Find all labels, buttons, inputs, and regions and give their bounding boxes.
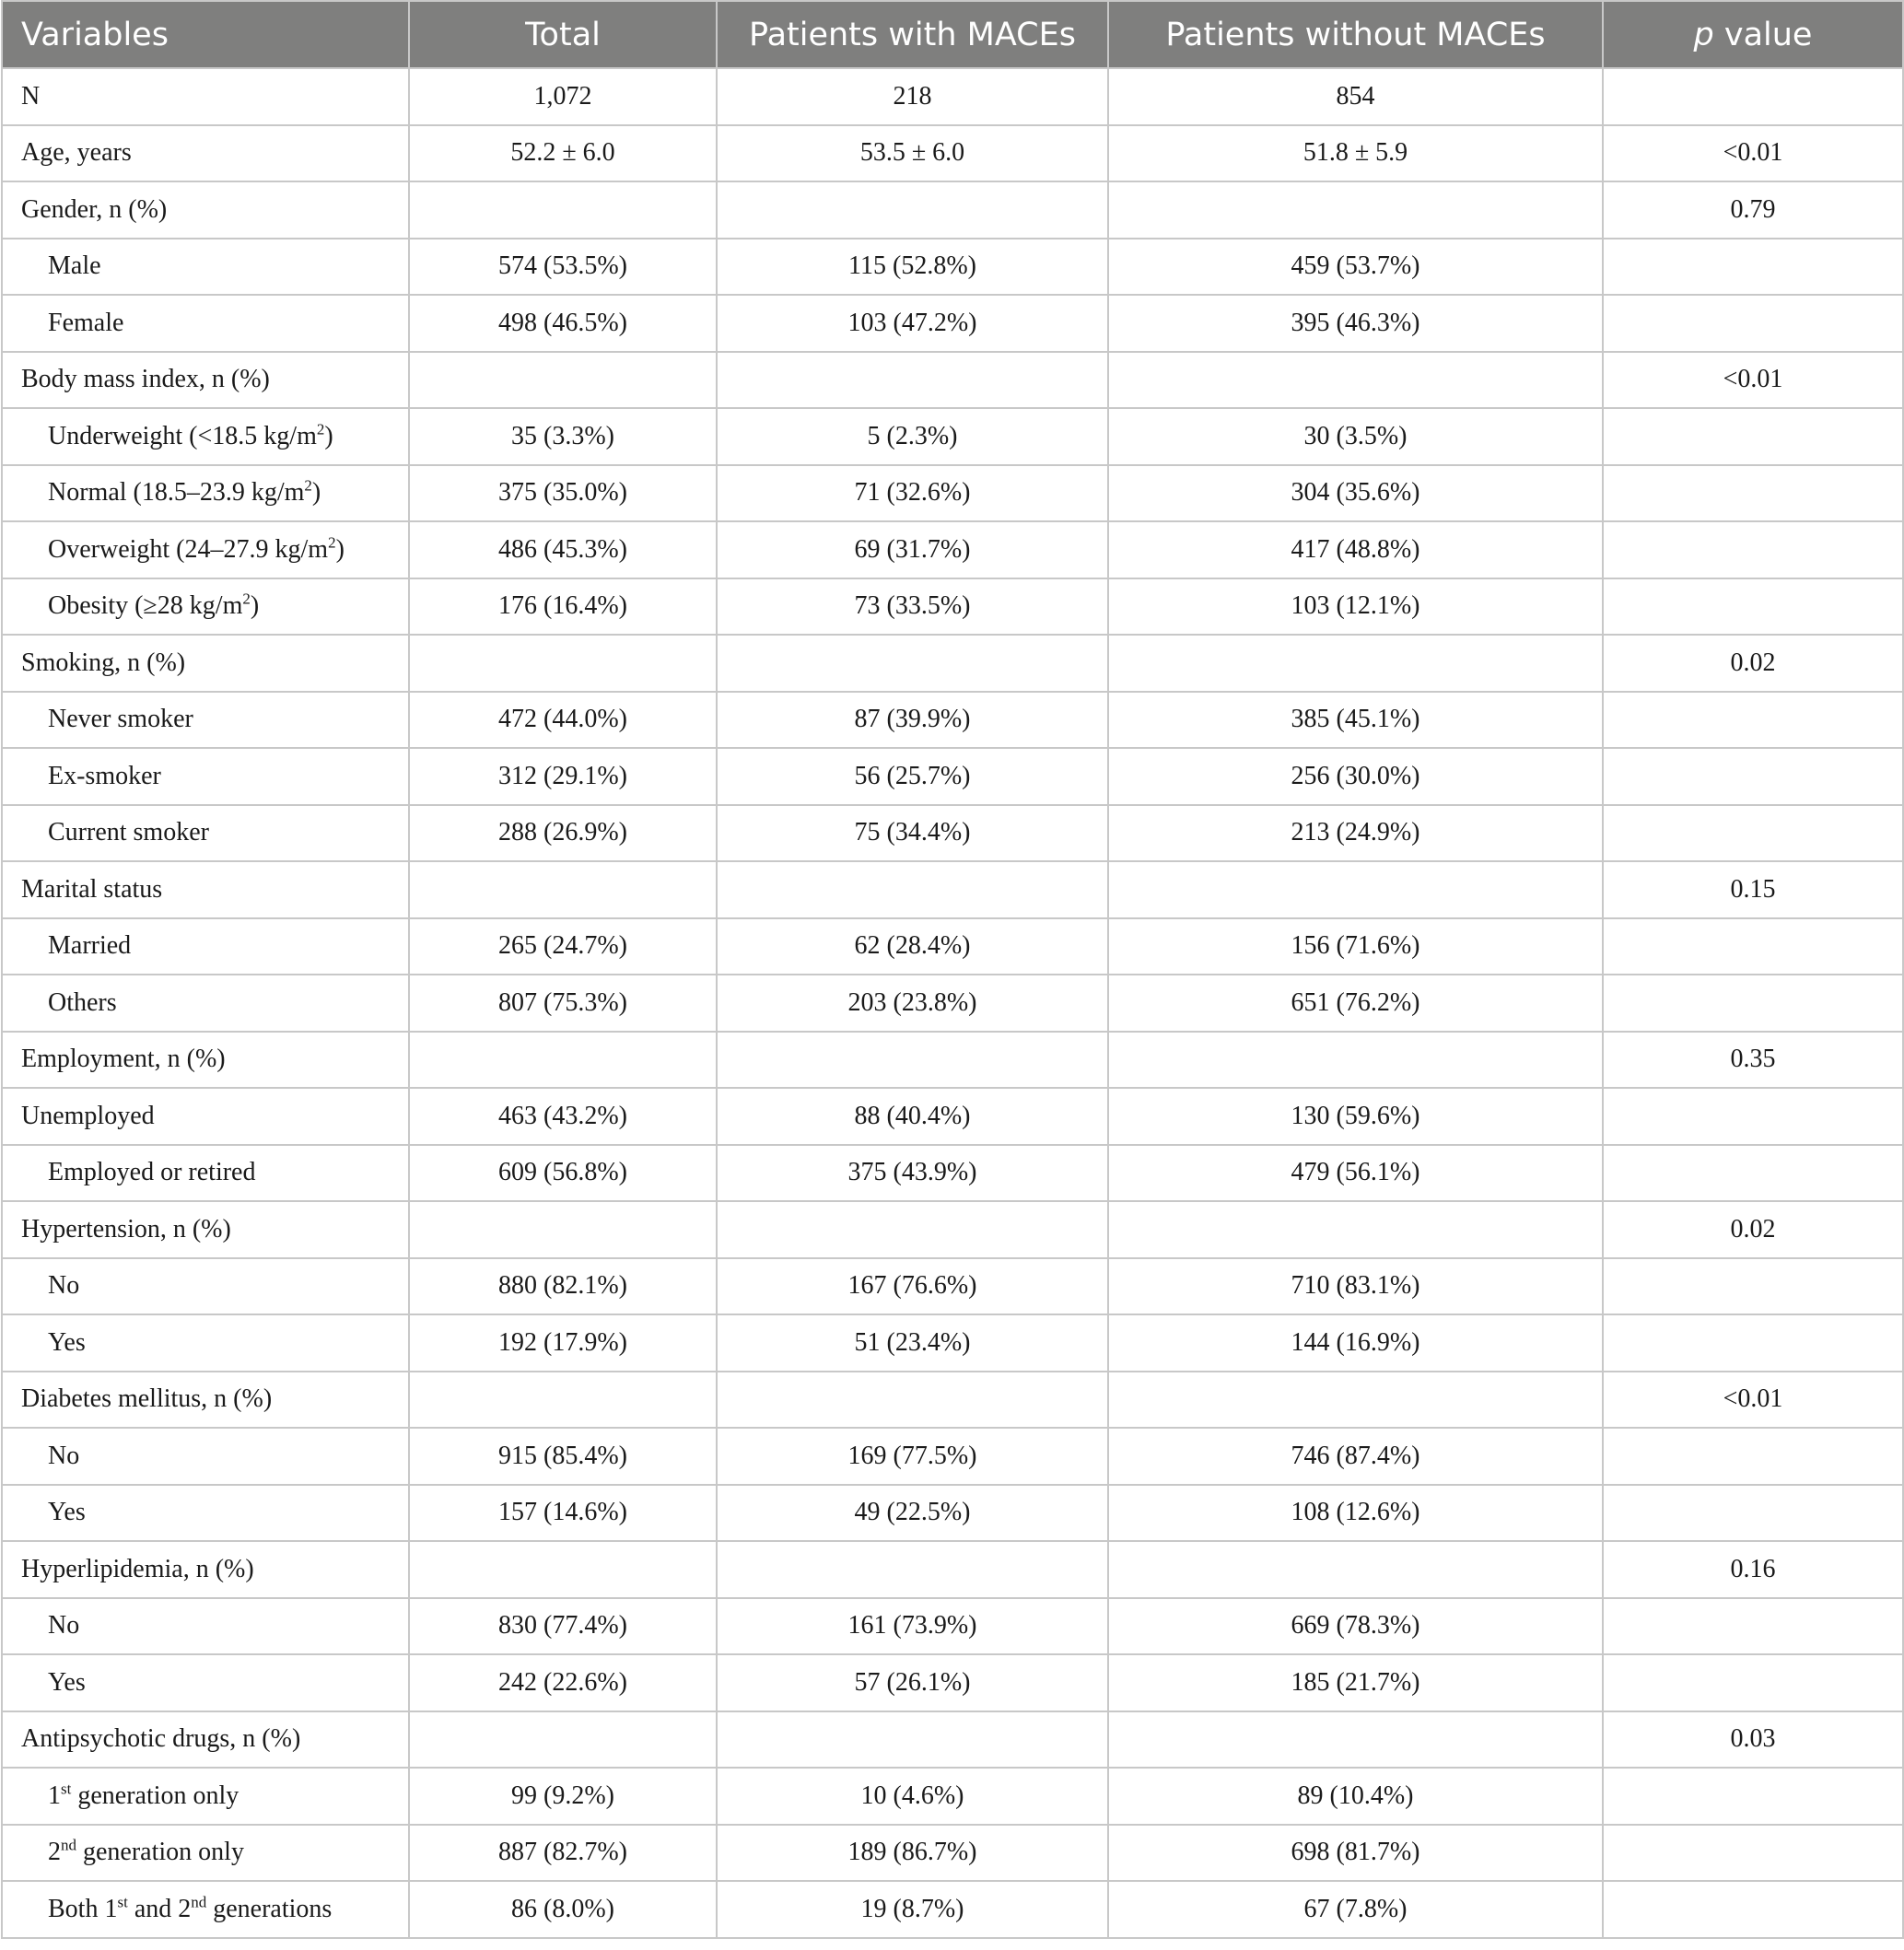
cell-total: 375 (35.0%): [409, 465, 717, 522]
cell-p-value: [1603, 1825, 1903, 1882]
cell-with-maces: 56 (25.7%): [717, 748, 1108, 805]
table-row: [2, 1258, 1903, 1315]
header-without-maces: Patients without MACEs: [1108, 1, 1603, 68]
cell-with-maces: 189 (86.7%): [717, 1825, 1108, 1882]
cell-p-value: [1603, 1314, 1903, 1372]
table-row: [2, 521, 1903, 578]
cell-total: [409, 1201, 717, 1258]
row-label: Body mass index, n (%): [2, 352, 409, 409]
label-text: Obesity (≥28 kg/m: [48, 591, 243, 621]
row-label: Gender, n (%): [2, 181, 409, 239]
header-p-italic: p: [1693, 16, 1714, 53]
cell-total: 472 (44.0%): [409, 692, 717, 749]
row-label: Antipsychotic drugs, n (%): [2, 1711, 409, 1769]
cell-p-value: [1603, 1598, 1903, 1655]
cell-without-maces: [1108, 1711, 1603, 1769]
cell-without-maces: [1108, 1201, 1603, 1258]
cell-p-value: 0.02: [1603, 1201, 1903, 1258]
cell-with-maces: 53.5 ± 6.0: [717, 125, 1108, 182]
row-label: Hyperlipidemia, n (%): [2, 1541, 409, 1598]
label-text: ): [311, 478, 321, 508]
cell-without-maces: [1108, 861, 1603, 918]
cell-with-maces: [717, 1032, 1108, 1089]
cell-with-maces: 51 (23.4%): [717, 1314, 1108, 1372]
header-total: Total: [409, 1, 717, 68]
cell-with-maces: 169 (77.5%): [717, 1428, 1108, 1485]
label-superscript: 2: [242, 590, 251, 608]
table-row: [2, 408, 1903, 465]
cell-total: 498 (46.5%): [409, 295, 717, 352]
cell-p-value: [1603, 1428, 1903, 1485]
label-text: 1: [48, 1781, 61, 1810]
table-row: [2, 1201, 1903, 1258]
cell-p-value: [1603, 578, 1903, 636]
cell-with-maces: 57 (26.1%): [717, 1654, 1108, 1711]
row-label: No: [2, 1258, 409, 1315]
cell-total: 830 (77.4%): [409, 1598, 717, 1655]
row-label: Female: [2, 295, 409, 352]
cell-p-value: [1603, 748, 1903, 805]
row-label: Never smoker: [2, 692, 409, 749]
table-row: [2, 1372, 1903, 1429]
cell-with-maces: [717, 1711, 1108, 1769]
cell-total: 288 (26.9%): [409, 805, 717, 862]
table-body: [2, 68, 1903, 1938]
cell-without-maces: 417 (48.8%): [1108, 521, 1603, 578]
cell-with-maces: [717, 635, 1108, 692]
row-label: Male: [2, 239, 409, 296]
cell-without-maces: [1108, 1372, 1603, 1429]
cell-with-maces: [717, 352, 1108, 409]
table-row: [2, 1881, 1903, 1938]
cell-p-value: [1603, 1145, 1903, 1202]
cell-total: 915 (85.4%): [409, 1428, 717, 1485]
cell-total: 99 (9.2%): [409, 1768, 717, 1825]
row-label: [2, 408, 409, 465]
cell-p-value: 0.16: [1603, 1541, 1903, 1598]
cell-p-value: [1603, 692, 1903, 749]
header-p-value: [1603, 1, 1903, 68]
cell-total: 312 (29.1%): [409, 748, 717, 805]
cell-with-maces: 62 (28.4%): [717, 918, 1108, 975]
row-label: Employment, n (%): [2, 1032, 409, 1089]
table-row: [2, 1768, 1903, 1825]
table-row: [2, 918, 1903, 975]
row-label: Diabetes mellitus, n (%): [2, 1372, 409, 1429]
cell-without-maces: 256 (30.0%): [1108, 748, 1603, 805]
table-row: [2, 1145, 1903, 1202]
cell-without-maces: 669 (78.3%): [1108, 1598, 1603, 1655]
cell-without-maces: 130 (59.6%): [1108, 1088, 1603, 1145]
cell-without-maces: 67 (7.8%): [1108, 1881, 1603, 1938]
table-row: [2, 692, 1903, 749]
row-label: Yes: [2, 1485, 409, 1542]
cell-with-maces: 88 (40.4%): [717, 1088, 1108, 1145]
cell-with-maces: [717, 1372, 1108, 1429]
row-label: No: [2, 1428, 409, 1485]
cell-p-value: [1603, 521, 1903, 578]
cell-with-maces: 218: [717, 68, 1108, 125]
cell-p-value: [1603, 1654, 1903, 1711]
cell-without-maces: 854: [1108, 68, 1603, 125]
cell-without-maces: 459 (53.7%): [1108, 239, 1603, 296]
label-text: ): [250, 591, 260, 621]
row-label: Others: [2, 975, 409, 1032]
table-row: [2, 1485, 1903, 1542]
row-label: [2, 465, 409, 522]
cell-total: 463 (43.2%): [409, 1088, 717, 1145]
label-text: Overweight (24–27.9 kg/m: [48, 534, 329, 564]
label-text: Both 1: [48, 1894, 118, 1923]
cell-total: 35 (3.3%): [409, 408, 717, 465]
table-row: [2, 635, 1903, 692]
cell-total: 242 (22.6%): [409, 1654, 717, 1711]
row-label: No: [2, 1598, 409, 1655]
header-variables: Variables: [2, 1, 409, 68]
cell-with-maces: 161 (73.9%): [717, 1598, 1108, 1655]
row-label: Smoking, n (%): [2, 635, 409, 692]
cell-without-maces: 385 (45.1%): [1108, 692, 1603, 749]
cell-total: 609 (56.8%): [409, 1145, 717, 1202]
cell-total: [409, 635, 717, 692]
cell-with-maces: 87 (39.9%): [717, 692, 1108, 749]
cell-total: [409, 861, 717, 918]
cell-p-value: [1603, 465, 1903, 522]
cell-with-maces: 73 (33.5%): [717, 578, 1108, 636]
cell-total: 176 (16.4%): [409, 578, 717, 636]
label-superscript: 2: [304, 476, 312, 495]
cell-with-maces: [717, 1201, 1108, 1258]
cell-with-maces: 10 (4.6%): [717, 1768, 1108, 1825]
table-row: [2, 1088, 1903, 1145]
cell-total: 807 (75.3%): [409, 975, 717, 1032]
cell-with-maces: 71 (32.6%): [717, 465, 1108, 522]
table-row: [2, 1598, 1903, 1655]
table-row: [2, 1711, 1903, 1769]
cell-with-maces: [717, 861, 1108, 918]
cell-with-maces: [717, 181, 1108, 239]
cell-without-maces: [1108, 352, 1603, 409]
cell-without-maces: 144 (16.9%): [1108, 1314, 1603, 1372]
cell-p-value: [1603, 408, 1903, 465]
cell-p-value: [1603, 295, 1903, 352]
cell-without-maces: 304 (35.6%): [1108, 465, 1603, 522]
cell-total: 574 (53.5%): [409, 239, 717, 296]
row-label: [2, 1881, 409, 1938]
cell-p-value: 0.02: [1603, 635, 1903, 692]
row-label: Yes: [2, 1654, 409, 1711]
table-row: [2, 1654, 1903, 1711]
label-superscript: 2: [328, 533, 336, 552]
label-superscript: 2: [316, 420, 325, 438]
table-row: [2, 1825, 1903, 1882]
cell-without-maces: 30 (3.5%): [1108, 408, 1603, 465]
cell-total: 265 (24.7%): [409, 918, 717, 975]
cell-total: [409, 1541, 717, 1598]
cell-total: 52.2 ± 6.0: [409, 125, 717, 182]
cell-total: 486 (45.3%): [409, 521, 717, 578]
table-row: [2, 578, 1903, 636]
cell-p-value: [1603, 805, 1903, 862]
cell-without-maces: 89 (10.4%): [1108, 1768, 1603, 1825]
cell-total: [409, 181, 717, 239]
label-text: generations: [206, 1894, 333, 1923]
cell-p-value: 0.15: [1603, 861, 1903, 918]
table-row: [2, 295, 1903, 352]
row-label: [2, 1768, 409, 1825]
label-text: Normal (18.5–23.9 kg/m: [48, 478, 305, 508]
cell-total: 157 (14.6%): [409, 1485, 717, 1542]
row-label: Employed or retired: [2, 1145, 409, 1202]
label-text: generation only: [71, 1781, 239, 1810]
cell-p-value: [1603, 1768, 1903, 1825]
table-row: [2, 748, 1903, 805]
table-row: [2, 239, 1903, 296]
table-row: [2, 1314, 1903, 1372]
table-row: [2, 68, 1903, 125]
row-label: Married: [2, 918, 409, 975]
header-p-rest: value: [1713, 16, 1813, 53]
table-row: [2, 1541, 1903, 1598]
row-label: Age, years: [2, 125, 409, 182]
table-row: [2, 125, 1903, 182]
table-row: [2, 181, 1903, 239]
cell-p-value: 0.35: [1603, 1032, 1903, 1089]
cell-total: [409, 1711, 717, 1769]
table-header: [2, 1, 1903, 68]
table-row: [2, 805, 1903, 862]
label-text: Underweight (<18.5 kg/m: [48, 421, 317, 450]
cell-total: 887 (82.7%): [409, 1825, 717, 1882]
row-label: [2, 578, 409, 636]
cell-total: 86 (8.0%): [409, 1881, 717, 1938]
cell-total: 1,072: [409, 68, 717, 125]
cell-without-maces: 479 (56.1%): [1108, 1145, 1603, 1202]
cell-without-maces: 698 (81.7%): [1108, 1825, 1603, 1882]
cell-p-value: [1603, 1258, 1903, 1315]
table-row: [2, 861, 1903, 918]
label-text: ): [324, 421, 333, 450]
header-row: [2, 1, 1903, 68]
label-superscript: nd: [191, 1893, 207, 1911]
cell-p-value: <0.01: [1603, 125, 1903, 182]
cell-with-maces: 5 (2.3%): [717, 408, 1108, 465]
cell-total: 192 (17.9%): [409, 1314, 717, 1372]
row-label: [2, 1825, 409, 1882]
cell-with-maces: 19 (8.7%): [717, 1881, 1108, 1938]
table-row: [2, 465, 1903, 522]
cell-p-value: [1603, 68, 1903, 125]
row-label: Current smoker: [2, 805, 409, 862]
label-text: 2: [48, 1838, 61, 1867]
cell-without-maces: [1108, 1032, 1603, 1089]
cell-total: [409, 1032, 717, 1089]
table-row: [2, 975, 1903, 1032]
cell-without-maces: 103 (12.1%): [1108, 578, 1603, 636]
cell-without-maces: 185 (21.7%): [1108, 1654, 1603, 1711]
label-superscript: st: [61, 1780, 72, 1798]
cell-p-value: <0.01: [1603, 352, 1903, 409]
cell-total: 880 (82.1%): [409, 1258, 717, 1315]
cell-p-value: [1603, 918, 1903, 975]
row-label: N: [2, 68, 409, 125]
row-label: Yes: [2, 1314, 409, 1372]
cell-with-maces: 69 (31.7%): [717, 521, 1108, 578]
label-text: generation only: [76, 1838, 244, 1867]
cell-with-maces: 203 (23.8%): [717, 975, 1108, 1032]
cell-without-maces: 108 (12.6%): [1108, 1485, 1603, 1542]
cell-with-maces: [717, 1541, 1108, 1598]
cell-p-value: <0.01: [1603, 1372, 1903, 1429]
cell-total: [409, 1372, 717, 1429]
cell-without-maces: 651 (76.2%): [1108, 975, 1603, 1032]
row-label: Unemployed: [2, 1088, 409, 1145]
cell-without-maces: 156 (71.6%): [1108, 918, 1603, 975]
label-superscript: nd: [61, 1836, 76, 1854]
row-label: Marital status: [2, 861, 409, 918]
baseline-characteristics-table: [1, 0, 1904, 1939]
cell-p-value: 0.03: [1603, 1711, 1903, 1769]
table-row: [2, 1428, 1903, 1485]
cell-p-value: [1603, 1088, 1903, 1145]
cell-p-value: [1603, 239, 1903, 296]
table-row: [2, 1032, 1903, 1089]
cell-p-value: [1603, 1881, 1903, 1938]
cell-with-maces: 75 (34.4%): [717, 805, 1108, 862]
cell-without-maces: [1108, 1541, 1603, 1598]
cell-p-value: [1603, 975, 1903, 1032]
row-label: Hypertension, n (%): [2, 1201, 409, 1258]
label-text: ): [335, 534, 345, 564]
cell-without-maces: [1108, 635, 1603, 692]
cell-with-maces: 167 (76.6%): [717, 1258, 1108, 1315]
header-with-maces: Patients with MACEs: [717, 1, 1108, 68]
cell-without-maces: 395 (46.3%): [1108, 295, 1603, 352]
cell-p-value: [1603, 1485, 1903, 1542]
row-label: Ex-smoker: [2, 748, 409, 805]
table-row: [2, 352, 1903, 409]
cell-p-value: 0.79: [1603, 181, 1903, 239]
cell-with-maces: 103 (47.2%): [717, 295, 1108, 352]
cell-without-maces: 746 (87.4%): [1108, 1428, 1603, 1485]
cell-without-maces: 213 (24.9%): [1108, 805, 1603, 862]
label-text: and 2: [127, 1894, 192, 1923]
cell-total: [409, 352, 717, 409]
cell-without-maces: 710 (83.1%): [1108, 1258, 1603, 1315]
label-superscript: st: [117, 1893, 128, 1911]
cell-with-maces: 49 (22.5%): [717, 1485, 1108, 1542]
cell-without-maces: [1108, 181, 1603, 239]
cell-with-maces: 115 (52.8%): [717, 239, 1108, 296]
cell-without-maces: 51.8 ± 5.9: [1108, 125, 1603, 182]
cell-with-maces: 375 (43.9%): [717, 1145, 1108, 1202]
row-label: [2, 521, 409, 578]
